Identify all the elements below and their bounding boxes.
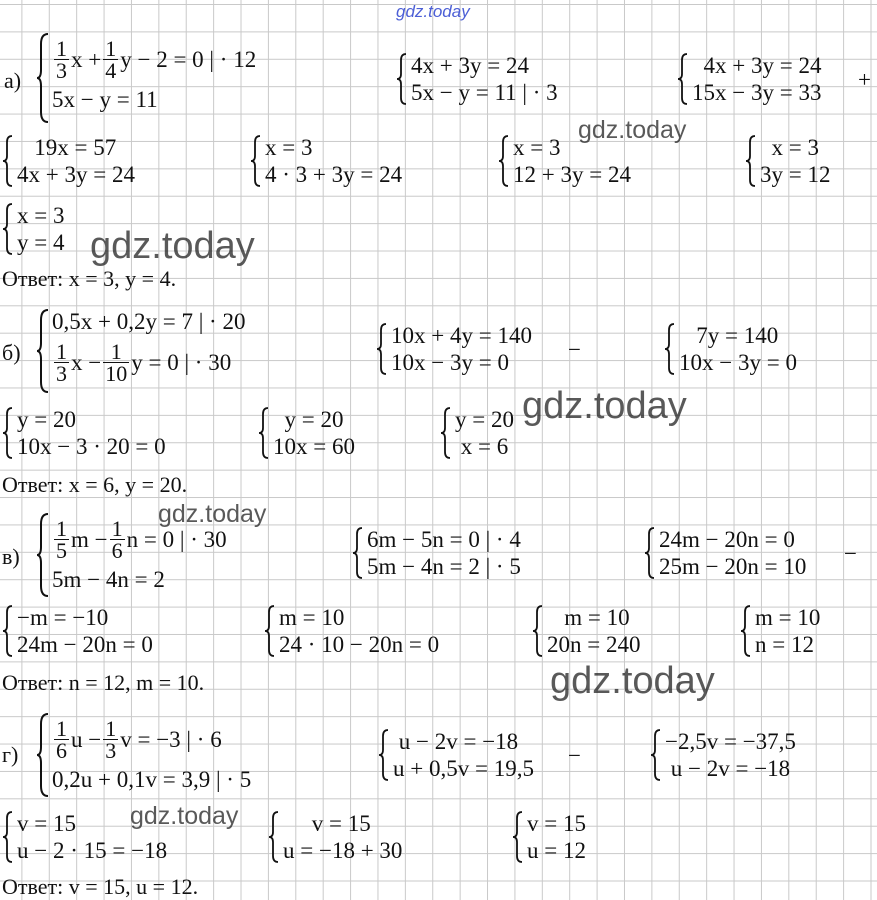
brace-icon xyxy=(512,810,524,864)
fraction: $\frac{1}{3}$ xyxy=(105,715,117,763)
fraction: $\frac{1}{5}$ xyxy=(56,515,67,563)
watermark: gdz.today xyxy=(522,385,687,427)
brace-icon xyxy=(268,810,280,864)
equation: 5x − y = 11 xyxy=(52,87,158,112)
brace-icon xyxy=(2,134,14,188)
watermark: gdz.today xyxy=(90,225,255,267)
answer-b: Ответ: x = 6, y = 20. xyxy=(2,472,188,497)
part-a-label: а) xyxy=(4,68,22,93)
equation-part: x + xyxy=(71,46,102,72)
brace-icon xyxy=(650,728,662,782)
brace-icon xyxy=(745,134,757,188)
part-g-label: г) xyxy=(2,742,19,767)
brace-icon xyxy=(36,712,50,798)
equation: 0,5x + 0,2y = 7 | · 20 xyxy=(52,309,246,334)
answer-g: Ответ: v = 15, u = 12. xyxy=(2,874,199,899)
answer-v: Ответ: n = 12, m = 10. xyxy=(2,670,205,695)
fraction: $\frac{1}{10}$ xyxy=(105,338,128,386)
answer-a: Ответ: x = 3, y = 4. xyxy=(2,266,177,291)
watermark-top: gdz.today xyxy=(396,2,470,21)
brace-icon xyxy=(376,322,388,376)
brace-icon xyxy=(36,308,50,394)
brace-icon xyxy=(2,604,14,658)
watermark: gdz.today xyxy=(130,802,239,830)
fraction: $\frac{1}{4}$ xyxy=(105,35,117,83)
watermark: gdz.today xyxy=(550,660,715,702)
equation-part: y − 2 = 0 | · 12 xyxy=(120,46,257,72)
brace-icon xyxy=(2,202,14,256)
brace-icon xyxy=(440,406,452,460)
operation-sign: − xyxy=(568,743,581,768)
watermark: gdz.today xyxy=(578,116,687,144)
brace-icon xyxy=(532,604,544,658)
brace-icon xyxy=(664,322,676,376)
brace-icon xyxy=(250,134,262,188)
brace-icon xyxy=(396,52,408,106)
part-b-label: б) xyxy=(2,340,21,365)
brace-icon xyxy=(352,526,364,580)
brace-icon xyxy=(498,134,510,188)
brace-icon xyxy=(644,526,656,580)
brace-icon xyxy=(378,728,390,782)
fraction: $\frac{1}{6}$ xyxy=(111,515,123,563)
brace-icon xyxy=(258,406,270,460)
brace-icon xyxy=(2,406,14,460)
brace-icon xyxy=(740,604,752,658)
operation-sign: − xyxy=(844,541,857,566)
brace-icon xyxy=(677,52,689,106)
operation-sign: + xyxy=(858,67,871,92)
brace-icon xyxy=(36,32,50,124)
fraction: $\frac{1}{6}$ xyxy=(56,715,67,763)
brace-icon xyxy=(264,604,276,658)
fraction: $\frac{1}{3}$ xyxy=(56,338,67,386)
brace-icon xyxy=(2,810,14,864)
fraction: $\frac{1}{3}$ xyxy=(56,35,67,83)
part-v-label: в) xyxy=(2,544,20,569)
equation: 5m − 4n = 2 xyxy=(52,567,165,592)
equation: 0,2u + 0,1v = 3,9 | · 5 xyxy=(52,767,252,792)
watermark: gdz.today xyxy=(158,500,267,528)
brace-icon xyxy=(36,512,50,598)
operation-sign: − xyxy=(568,337,581,362)
